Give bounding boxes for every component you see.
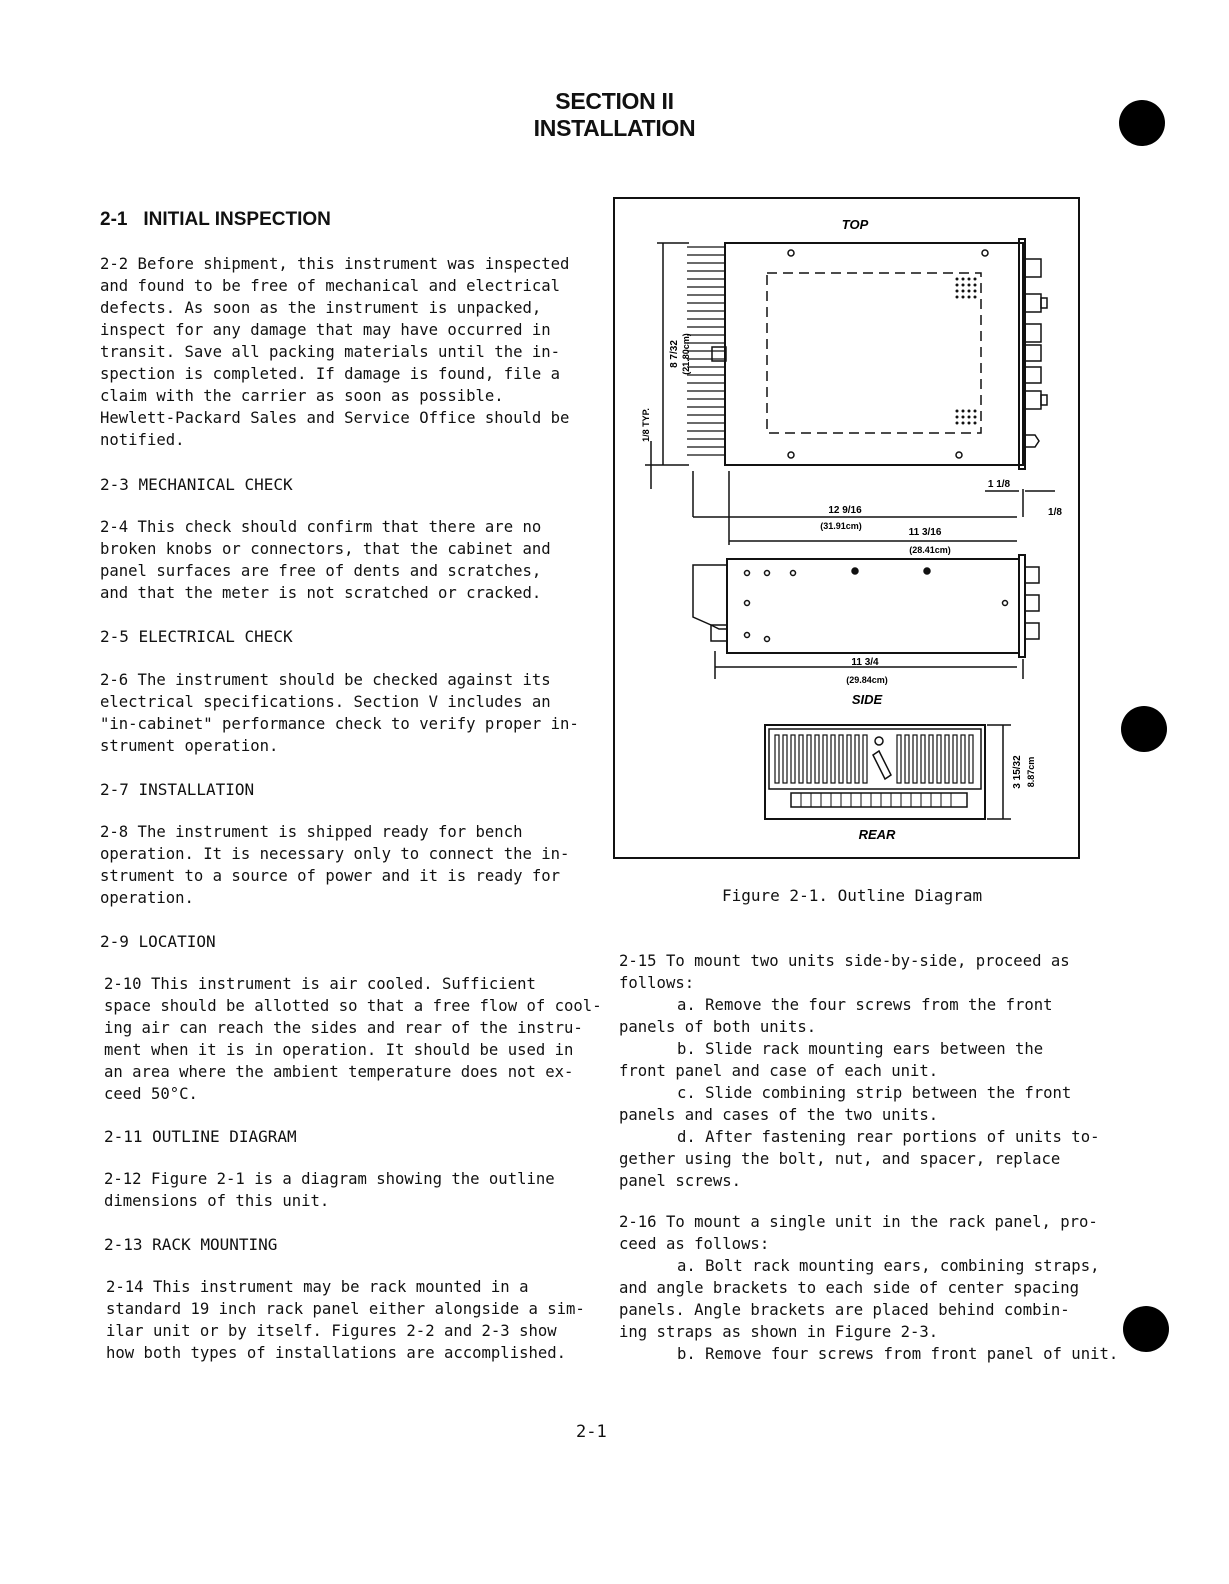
paragraph-2-16: 2-16 To mount a single unit in the rack panel, pro- ceed as follows: a. Bolt rack mounting ears, combining straps, and angle brackets to each side of center spacing panels. Angle brackets are placed behind combin- ing straps as shown in Figure 2-3. b. Remove four screws from front panel of unit. bbox=[619, 1213, 1119, 1363]
dim-front-2: 1/8 bbox=[1048, 507, 1062, 518]
paragraph-2-12: 2-12 Figure 2-1 is a diagram showing the outline dimensions of this unit. bbox=[104, 1170, 555, 1210]
outline-diagram-figure bbox=[613, 197, 1080, 859]
heading-electrical-check: 2-5 ELECTRICAL CHECK bbox=[100, 627, 293, 646]
dim-height-cm: (21.80cm) bbox=[681, 333, 691, 375]
paragraph-2-2: 2-2 Before shipment, this instrument was inspected and found to be free of mechanical and electrical defects. As soon as the instrument is unpacked, inspect for any damage that may have occurred in transit. Save all packing materials until the in- spection is completed. If damage is found, file a claim with the carrier as soon as possible. Hewlett-Packard Sales and Service Office should be notified. bbox=[100, 255, 570, 449]
figure-caption: Figure 2-1. Outline Diagram bbox=[722, 886, 983, 905]
paragraph-2-10: 2-10 This instrument is air cooled. Sufficient space should be allotted so that a free flow of cool- ing air can reach the sides and rear of the instru- ment when it is in operation. It should be used in an area where the ambient temperature does not ex- ceed 50°C. bbox=[104, 975, 602, 1103]
paragraph-2-6: 2-6 The instrument should be checked against its electrical specifications. Section V includes an "in-cabinet" performance check to verify proper in- strument operation. bbox=[100, 671, 579, 755]
dim-side-cm: (29.84cm) bbox=[846, 675, 888, 685]
dim-rear-cm: 8.87cm bbox=[1026, 756, 1036, 788]
paragraph-2-8: 2-8 The instrument is shipped ready for bench operation. It is necessary only to connect the in- strument to a source of power and it is ready for operation. bbox=[100, 823, 570, 907]
heading-rack-mounting: 2-13 RACK MOUNTING bbox=[104, 1235, 278, 1254]
dim-body-cm: (28.41cm) bbox=[909, 545, 951, 555]
dim-typ: 1/8 TYP. bbox=[641, 408, 651, 442]
page-number: 2-1 bbox=[576, 1422, 607, 1442]
dim-rear-height: 3 15/32 bbox=[1012, 755, 1023, 789]
dim-body: 11 3/16 bbox=[908, 527, 942, 538]
heading-outline-diagram: 2-11 OUTLINE DIAGRAM bbox=[104, 1127, 297, 1146]
paragraph-2-14: 2-14 This instrument may be rack mounted in a standard 19 inch rack panel either alongside a sim- ilar unit or by itself. Figures 2-2 and 2-3 show how both types of installations are accomplished. bbox=[106, 1278, 585, 1362]
binder-hole bbox=[1123, 1306, 1169, 1352]
heading-initial-inspection: 2-1 INITIAL INSPECTION bbox=[100, 209, 331, 230]
outline-diagram-drawing bbox=[615, 199, 1082, 861]
paragraph-2-15: 2-15 To mount two units side-by-side, proceed as follows: a. Remove the four screws from the front panels of both units. b. Slide rack mounting ears between the front panel and case of each unit. c. Slide combining strip between the front panels and cases of the two units. d. After fastening rear portions of units to- gether using the bolt, nut, and spacer, replace panel screws. bbox=[619, 952, 1100, 1190]
dim-length-cm: (31.91cm) bbox=[820, 521, 862, 531]
paragraph-2-4: 2-4 This check should confirm that there are no broken knobs or connectors, that the cabinet and panel surfaces are free of dents and scratches, and that the meter is not scratched or cracked. bbox=[100, 518, 551, 602]
heading-location: 2-9 LOCATION bbox=[100, 932, 216, 951]
side-view-label: SIDE bbox=[851, 692, 883, 707]
dim-front: 1 1/8 bbox=[987, 479, 1011, 490]
heading-mechanical-check: 2-3 MECHANICAL CHECK bbox=[100, 475, 293, 494]
dim-height: 8 7/32 bbox=[669, 340, 680, 368]
dim-length: 12 9/16 bbox=[828, 505, 862, 516]
dim-side: 11 3/4 bbox=[851, 657, 879, 668]
binder-hole bbox=[1119, 100, 1165, 146]
section-title: INSTALLATION bbox=[533, 115, 696, 141]
binder-hole bbox=[1121, 706, 1167, 752]
section-number: SECTION II bbox=[555, 88, 674, 114]
heading-installation: 2-7 INSTALLATION bbox=[100, 780, 255, 799]
top-view-label: TOP bbox=[841, 217, 869, 232]
rear-view-label: REAR bbox=[858, 827, 896, 842]
